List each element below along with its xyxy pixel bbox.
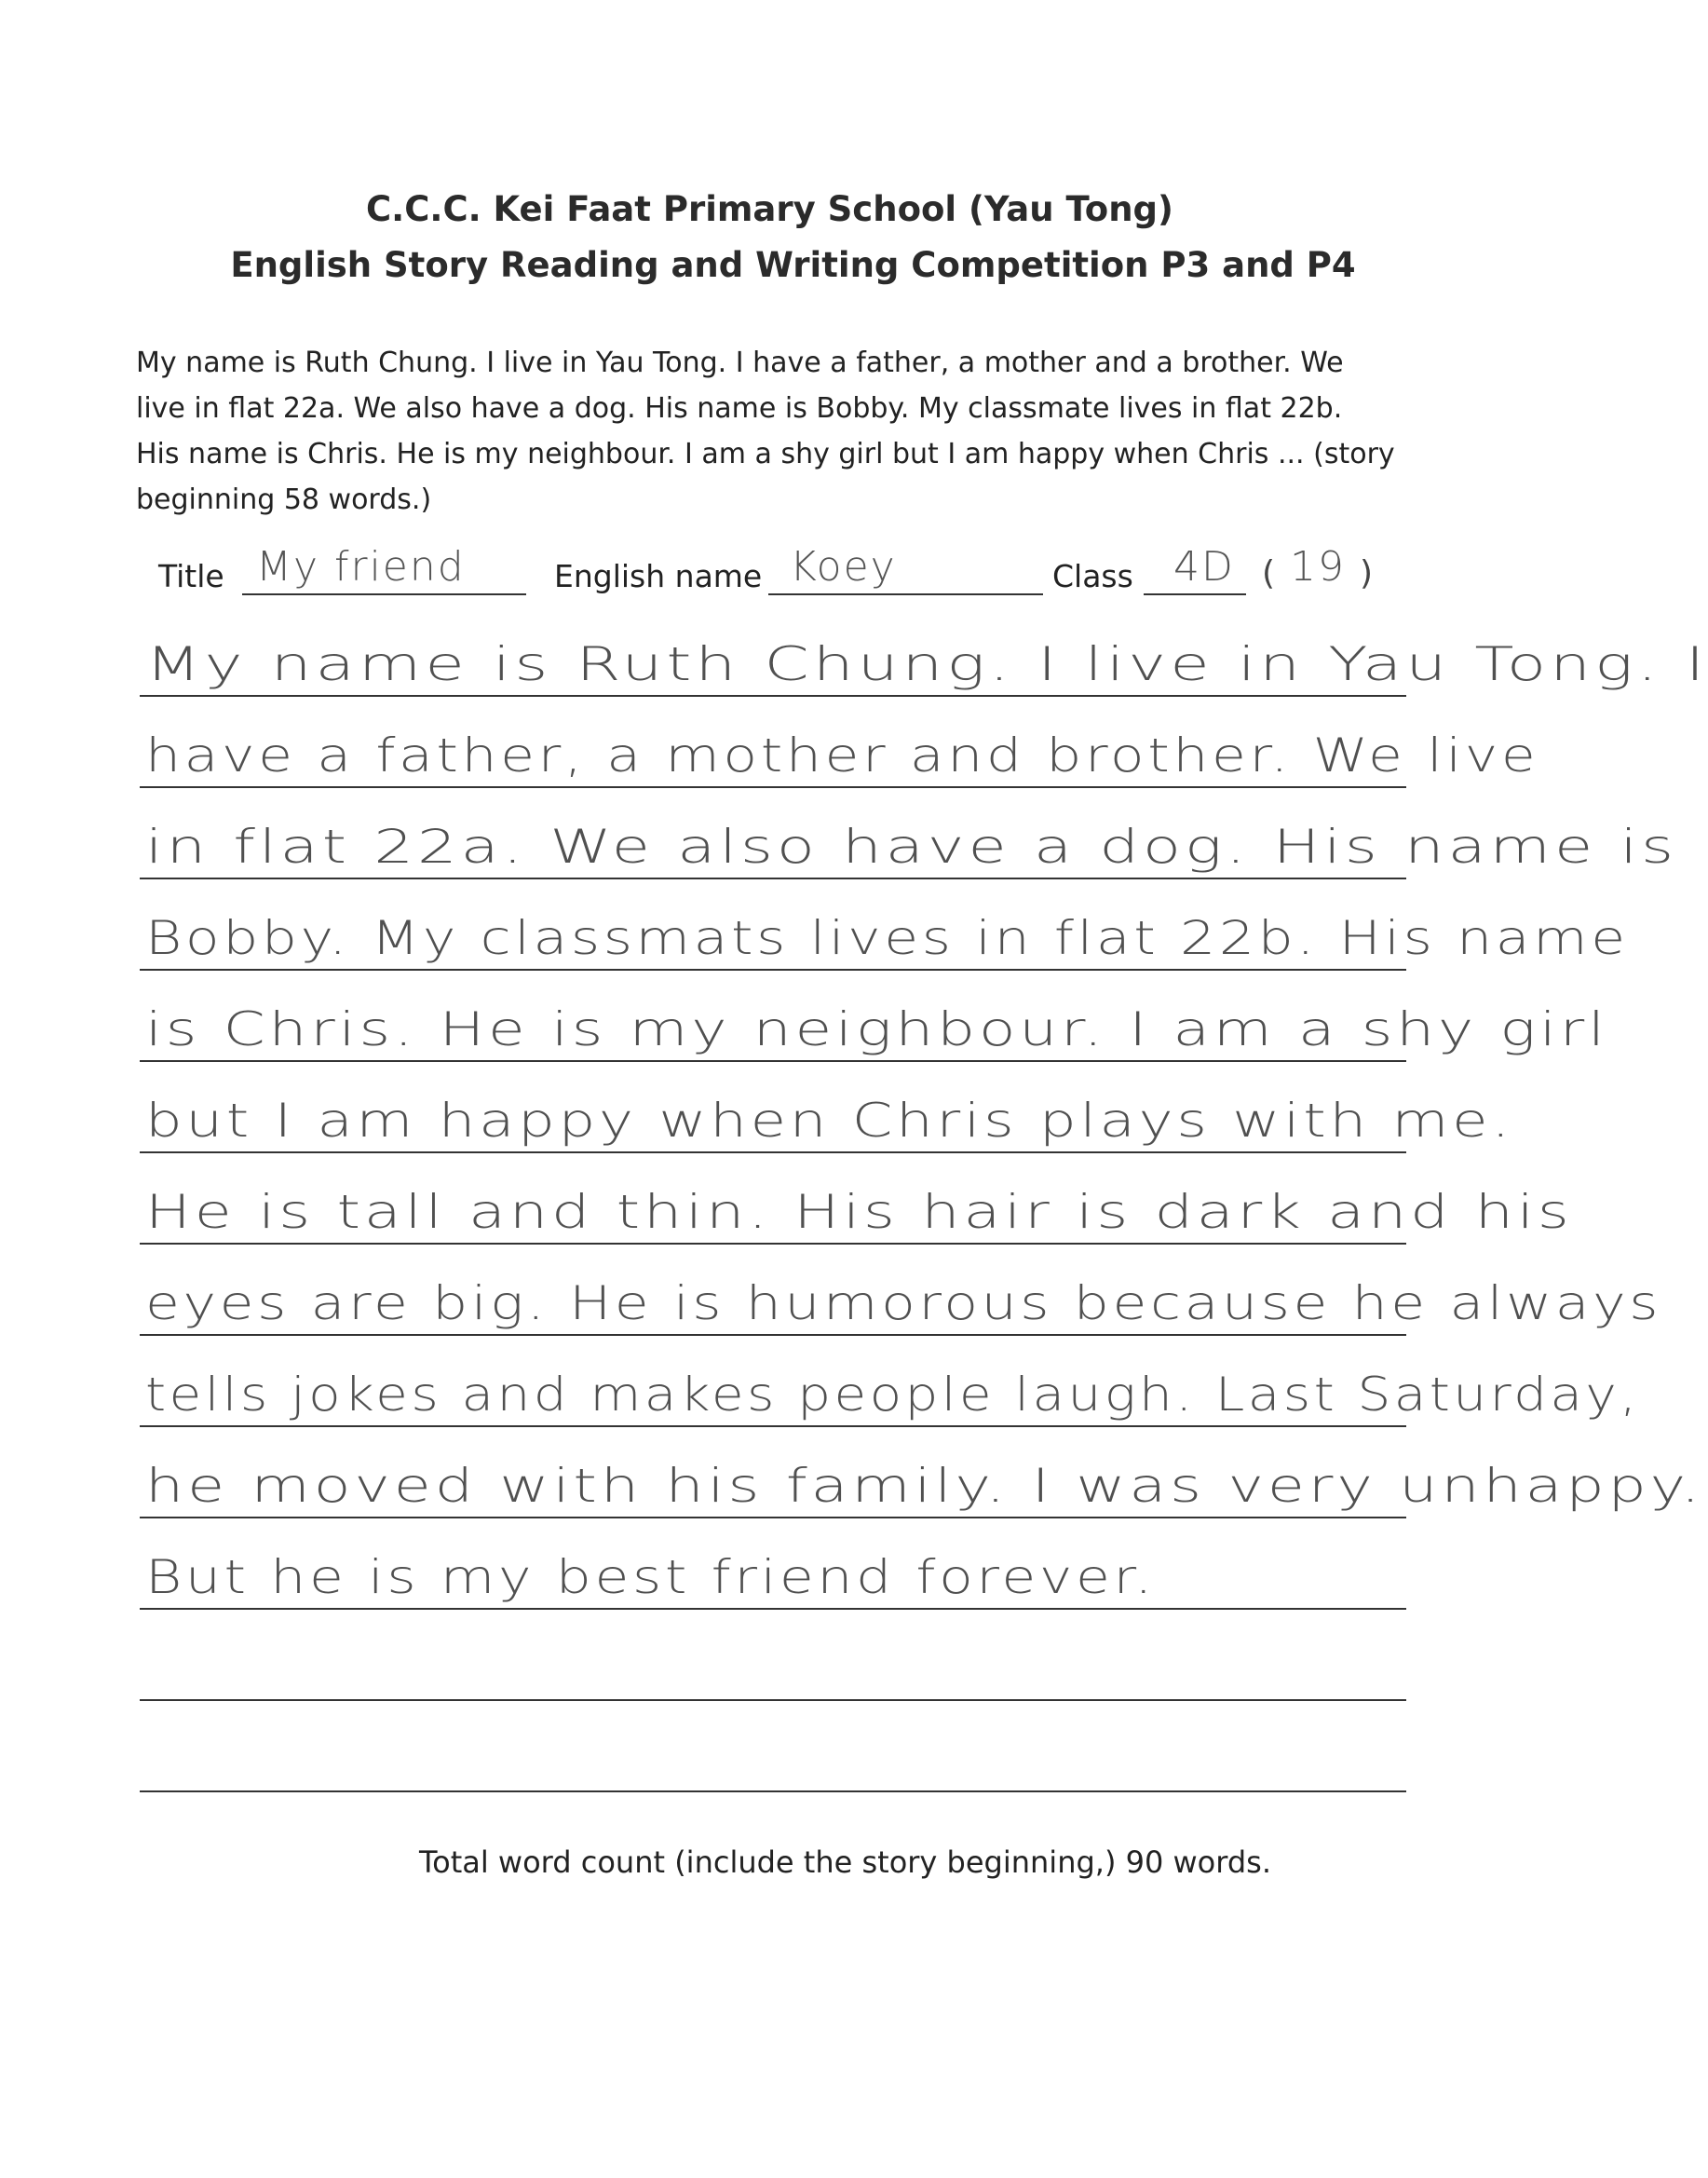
handwritten-text: but I am happy when Chris plays with me.	[145, 1094, 1513, 1148]
handwritten-text: tells jokes and makes people laugh. Last Saturday,	[145, 1368, 1640, 1422]
writing-line[interactable]	[140, 879, 1629, 971]
writing-line[interactable]	[140, 1610, 1406, 1701]
writing-line[interactable]	[140, 1245, 1662, 1336]
class-field-line	[1144, 593, 1246, 595]
story-beginning-line: My name is Ruth Chung. I live in Yau Tong. I have a father, a mother and a brother. We	[136, 347, 1344, 379]
handwritten-text: have a father, a mother and brother. We live	[145, 728, 1539, 783]
handwritten-text: Bobby. My classmats lives in flat 22b. His name	[145, 911, 1629, 965]
title-field[interactable]: My friend	[256, 543, 466, 591]
class-number-open: (	[1262, 554, 1276, 592]
handwritten-text: he moved with his family. I was very unhappy.	[145, 1459, 1704, 1513]
total-word-count: Total word count (include the story beginning,) 90 words.	[419, 1844, 1271, 1880]
writing-line[interactable]	[140, 971, 1608, 1062]
english-name-field-line	[768, 593, 1043, 595]
competition-title: English Story Reading and Writing Competition P3 and P4	[230, 245, 1356, 285]
class-number-field[interactable]: 19	[1290, 543, 1346, 591]
english-name-field[interactable]: Koey	[790, 543, 897, 591]
handwritten-text: He is tall and thin. His hair is dark and his	[145, 1185, 1573, 1239]
class-field[interactable]: 4D	[1173, 543, 1235, 591]
school-name: C.C.C. Kei Faat Primary School (Yau Tong)	[366, 189, 1173, 229]
handwritten-text: in flat 22a. We also have a dog. His name is	[145, 820, 1678, 874]
class-label: Class	[1052, 558, 1133, 594]
writing-line[interactable]	[140, 606, 1708, 697]
class-number-close: )	[1360, 554, 1374, 592]
writing-line[interactable]	[140, 1427, 1704, 1518]
handwritten-text: But he is my best friend forever.	[145, 1550, 1156, 1604]
english-name-label: English name	[554, 558, 763, 594]
title-field-line	[242, 593, 526, 595]
story-beginning-line: beginning 58 words.)	[136, 483, 432, 516]
writing-line[interactable]	[140, 1153, 1573, 1245]
story-beginning	[136, 340, 1421, 523]
writing-line[interactable]	[140, 1518, 1406, 1610]
writing-line[interactable]	[140, 1062, 1513, 1153]
story-beginning-line: live in flat 22a. We also have a dog. His name is Bobby. My classmate lives in flat 22b.	[136, 392, 1343, 425]
handwritten-text: is Chris. He is my neighbour. I am a shy girl	[145, 1002, 1608, 1056]
writing-line[interactable]	[140, 697, 1539, 788]
title-label: Title	[158, 558, 224, 594]
writing-area	[140, 606, 1708, 1792]
story-beginning-line: His name is Chris. He is my neighbour. I am a shy girl but I am happy when Chris ... (story	[136, 438, 1395, 470]
writing-line[interactable]	[140, 1701, 1406, 1792]
handwritten-text: eyes are big. He is humorous because he always	[145, 1276, 1662, 1330]
header	[0, 182, 1539, 293]
handwritten-text: My name is Ruth Chung. I live in Yau Tong. I	[145, 637, 1708, 691]
writing-line[interactable]	[140, 788, 1678, 879]
writing-line[interactable]	[140, 1336, 1640, 1427]
student-info-row	[158, 545, 1444, 601]
